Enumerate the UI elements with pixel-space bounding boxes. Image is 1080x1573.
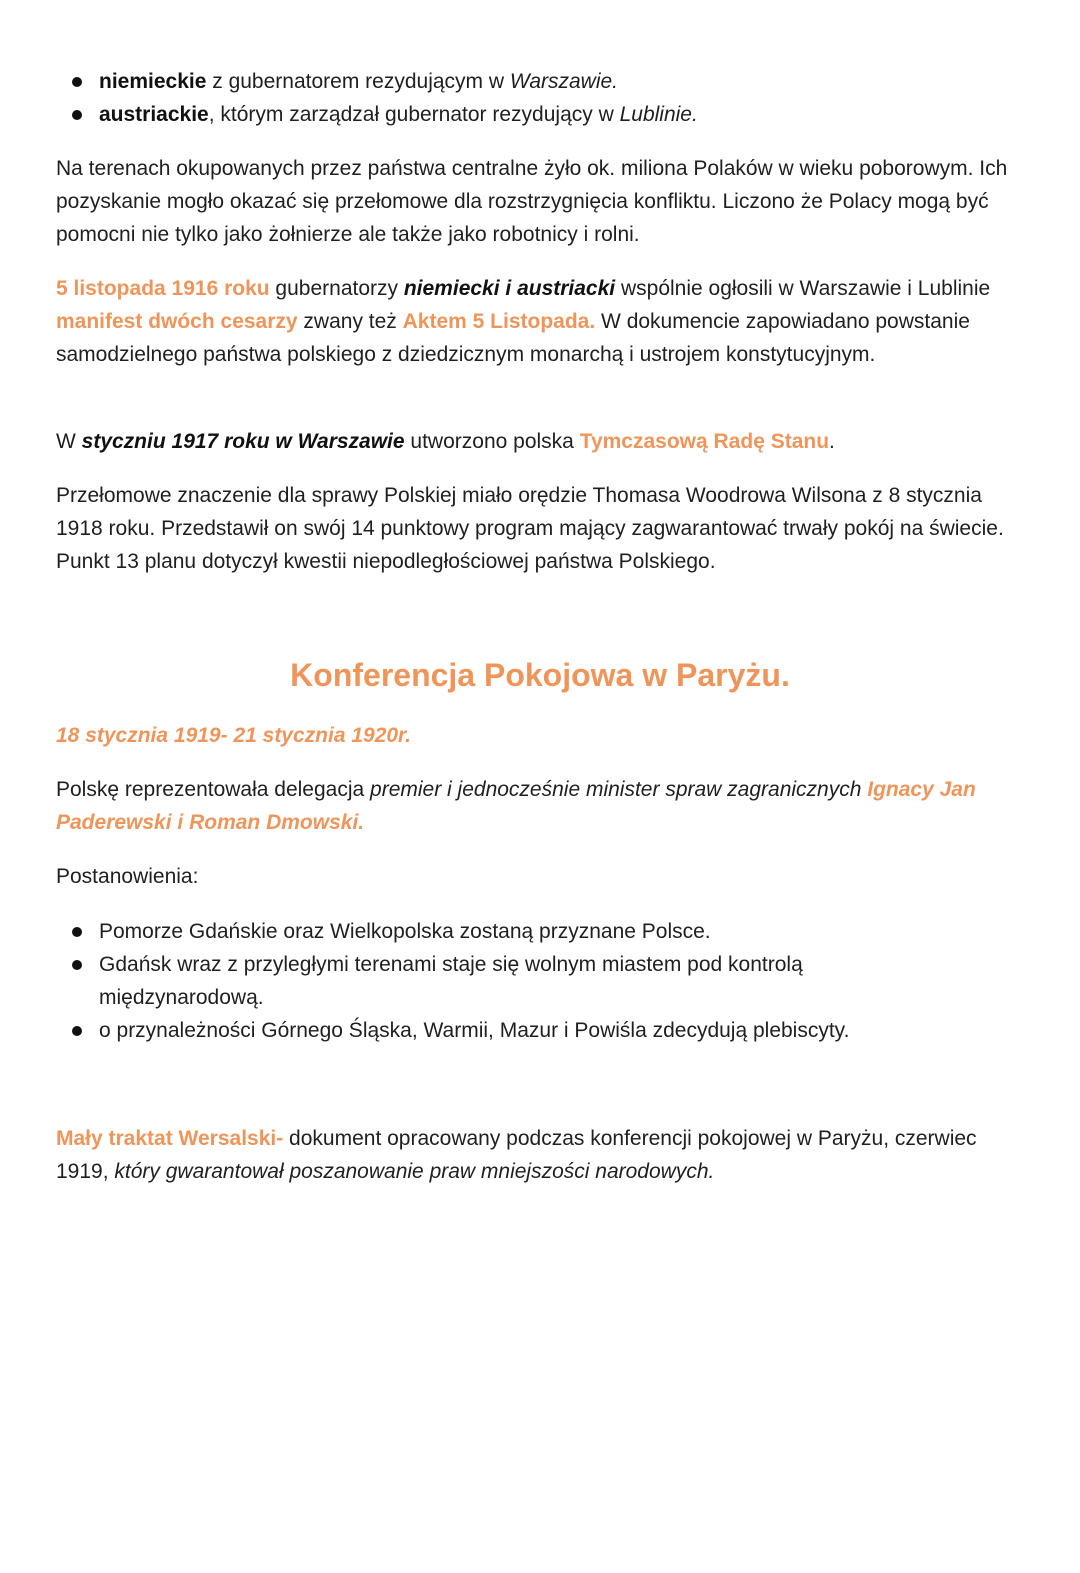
list-item-text: Pomorze Gdańskie oraz Wielkopolska zostaną przyznane Polsce. — [99, 920, 711, 943]
list-item — [56, 915, 936, 948]
list-item-text: z gubernatorem rezydującym w — [206, 70, 510, 93]
paragraph-delegation — [56, 773, 1024, 839]
text-span: dokument opracowany podczas konferencji pokojowej w Paryżu, czerwiec 1919, — [56, 1127, 977, 1183]
paragraph-wilson: Przełomowe znaczenie dla sprawy Polskiej miało orędzie Thomasa Woodrowa Wilsona z 8 stycznia 1918 roku. Przedstawił on swój 14 punktowy program mający zagwarantować trwały pokój na świecie. Punkt 13 planu dotyczył kwestii niepodległościowej państwa Polskiego. — [56, 484, 1004, 573]
list-item-italic: Warszawie. — [509, 70, 619, 93]
text-span: wspólnie ogłosili w Warszawie i Lublinie — [615, 277, 991, 300]
text-span: zwany też — [297, 310, 403, 333]
text-span: gubernatorzy — [269, 277, 404, 300]
bullet-icon — [72, 1026, 82, 1036]
text-span: W — [56, 430, 82, 453]
list-item — [56, 1014, 936, 1047]
text-span: Polskę reprezentowała delegacja — [56, 778, 371, 801]
decisions-label: Postanowienia: — [56, 865, 199, 888]
list-item-text: o przynależności Górnego Śląska, Warmii, Mazur i Powiśla zdecydują plebiscyty. — [99, 1019, 850, 1042]
paragraph-act-of-5-november — [56, 272, 1026, 371]
bullet-icon — [72, 110, 82, 120]
list-item-text: Gdańsk wraz z przyległymi terenami staje się wolnym miastem pod kontrolą międzynarodową. — [99, 953, 803, 1009]
text-span: utworzono polska — [404, 430, 580, 453]
list-item-italic: Lublinie. — [619, 103, 698, 126]
paragraph-recruits: Na terenach okupowanych przez państwa centralne żyło ok. miliona Polaków w wieku poborowym. Ich pozyskanie mogło okazać się przełomowe dla rozstrzygnięcia konfliktu. Liczono że Polacy mogą być pomocni nie tylko jako żołnierze ale także jako robotnicy i rolni. — [56, 157, 1008, 246]
emphasis-minorities: który gwarantował poszanowanie praw mniejszości narodowych. — [114, 1160, 715, 1183]
emphasis-role: premier i jednocześnie minister spraw zagranicznych — [370, 778, 862, 801]
occupation-list — [56, 65, 1026, 131]
list-item — [56, 98, 1026, 131]
decisions-list — [56, 915, 936, 1047]
list-item-bold: austriackie — [99, 103, 209, 126]
highlight-act: Aktem 5 Listopada. — [402, 310, 596, 333]
paragraph-state-council — [56, 425, 1026, 458]
list-item — [56, 65, 1026, 98]
bullet-icon — [72, 927, 82, 937]
emphasis-date-place: styczniu 1917 roku w Warszawie — [81, 430, 405, 453]
bullet-icon — [72, 77, 82, 87]
text-span: . — [829, 430, 835, 453]
paragraph-little-versailles — [56, 1122, 986, 1188]
list-item — [56, 948, 936, 1014]
list-item-bold: niemieckie — [99, 70, 207, 93]
section-heading: Konferencja Pokojowa w Paryżu. — [290, 657, 790, 693]
text-span: W dokumencie zapowiadano powstanie samodzielnego państwa polskiego z dziedzicznym monarchą i ustrojem konstytucyjnym. — [56, 310, 970, 366]
highlight-delegates: Ignacy Jan Paderewski i Roman Dmowski. — [56, 778, 976, 834]
list-item-text: , którym zarządzał gubernator rezydujący w — [208, 103, 620, 126]
emphasis-governors: niemiecki i austriacki — [403, 277, 616, 300]
highlight-manifest: manifest dwóch cesarzy — [56, 310, 298, 333]
highlight-treaty: Mały traktat Wersalski- — [56, 1127, 284, 1150]
conference-dates: 18 stycznia 1919- 21 stycznia 1920r. — [56, 724, 411, 747]
highlight-council: Tymczasową Radę Stanu — [579, 430, 830, 453]
highlight-date: 5 listopada 1916 roku — [56, 277, 270, 300]
bullet-icon — [72, 960, 82, 970]
